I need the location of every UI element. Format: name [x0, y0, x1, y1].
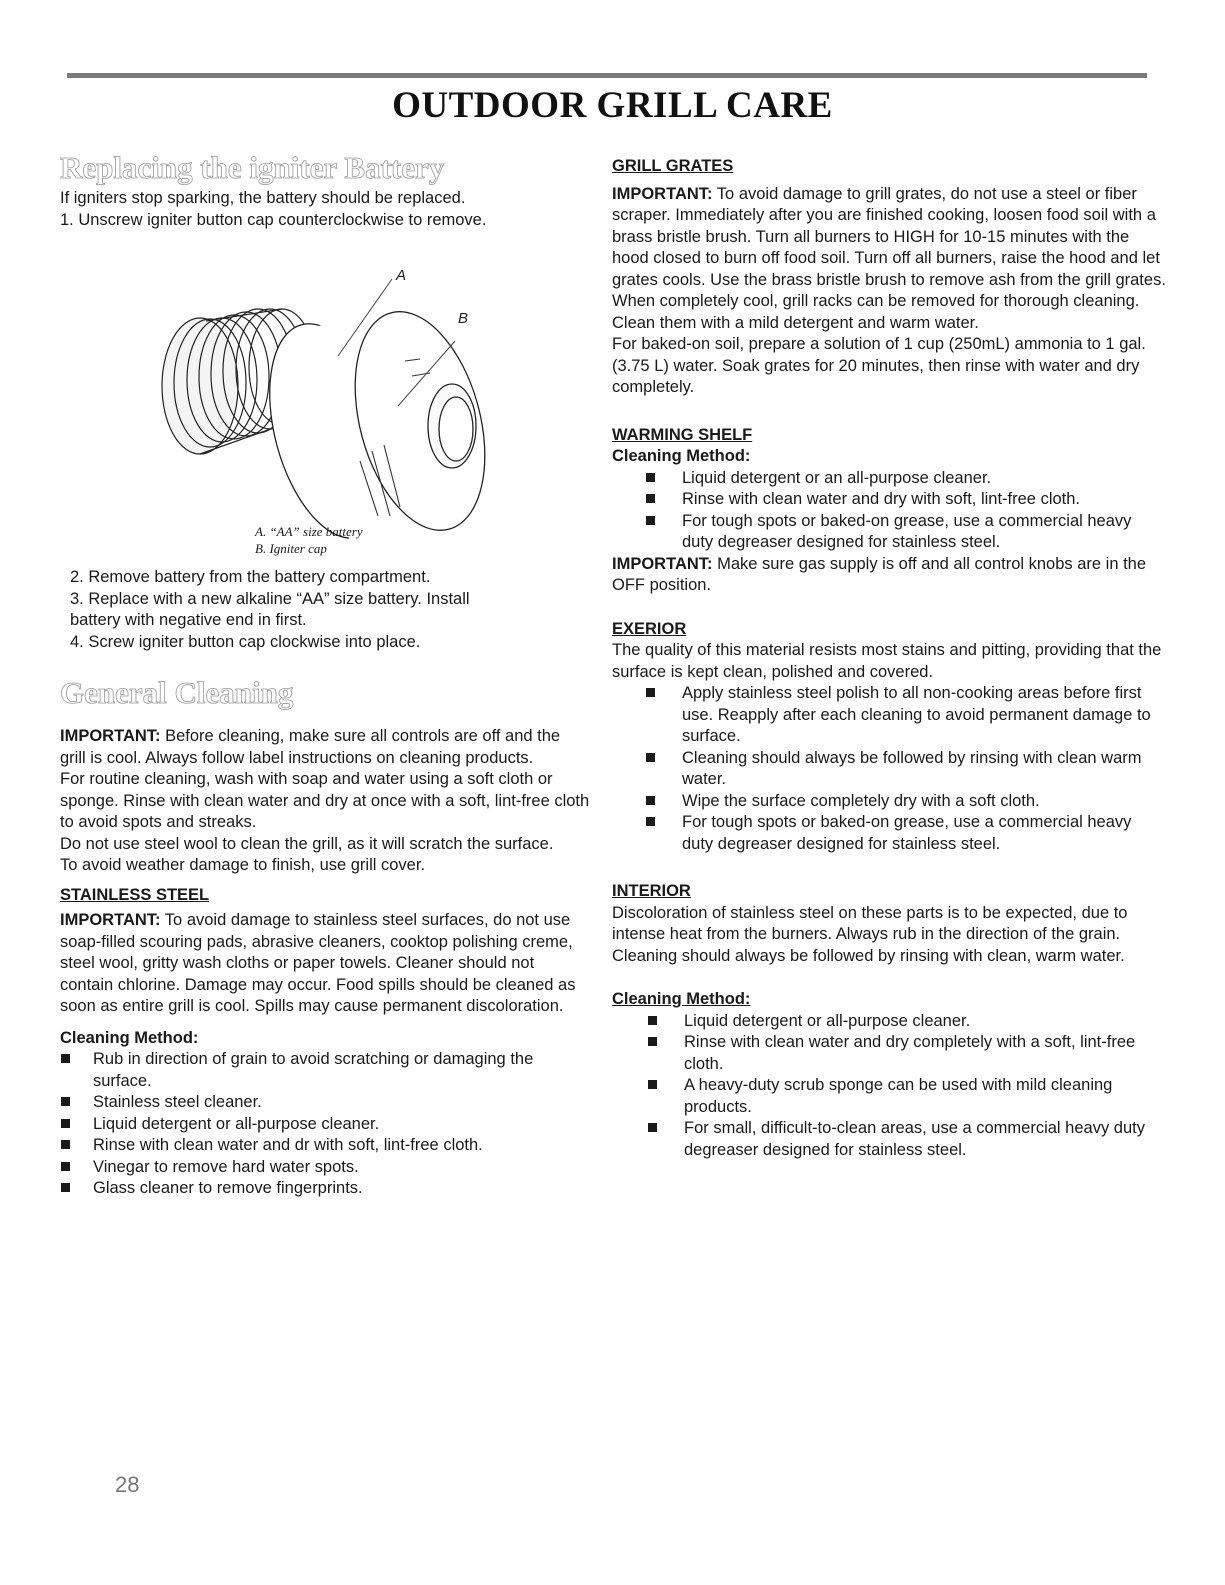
igniter-step-1: 1. Unscrew igniter button cap counterclockwise to remove.: [60, 210, 487, 229]
right-column: [612, 156, 1167, 1161]
list-item: [60, 1157, 590, 1179]
bullet-icon: [61, 1054, 70, 1063]
list-item: [612, 489, 1167, 511]
stainless-method-list: [60, 1049, 590, 1200]
general-important: [60, 726, 590, 769]
igniter-step-3-cont: battery with negative end in first.: [70, 611, 307, 629]
warming-method-label: Cleaning Method:: [612, 447, 751, 465]
warming-important: [612, 554, 1167, 597]
label-a: A: [396, 267, 407, 284]
list-item: [612, 1011, 1167, 1033]
bullet-icon: [648, 1080, 657, 1089]
stainless-important: [60, 910, 590, 1018]
list-item: [612, 1032, 1167, 1075]
caption-a: A. “AA” size battery: [255, 524, 363, 539]
list-item-text: Stainless steel cleaner.: [93, 1093, 262, 1111]
list-item-text: Vinegar to remove hard water spots.: [93, 1157, 359, 1176]
bullet-icon: [648, 1037, 657, 1046]
list-item-text: Liquid detergent or all-purpose cleaner.: [684, 1011, 971, 1030]
list-item: [612, 511, 1167, 554]
warming-method-list: [612, 468, 1167, 554]
igniter-step-4: 4. Screw igniter button cap clockwise into place.: [70, 632, 421, 651]
stainless-heading: STAINLESS STEEL: [60, 885, 210, 904]
warming-heading: WARMING SHELF: [612, 425, 753, 444]
list-item-text: Liquid detergent or an all-purpose cleaner.: [682, 468, 992, 487]
list-item-text: Rub in direction of grain to avoid scratching or damaging the surface.: [93, 1050, 534, 1090]
page-title: OUTDOOR GRILL CARE: [392, 85, 833, 126]
top-rule: [67, 73, 1147, 78]
list-item-text: Cleaning should always be followed by rinsing with clean warm water.: [682, 748, 1142, 788]
list-item: [60, 1049, 590, 1092]
exterior-heading: EXERIOR: [612, 619, 687, 638]
list-item: [60, 1092, 590, 1114]
list-item: [612, 1118, 1167, 1161]
list-item-text: Liquid detergent or all-purpose cleaner.: [93, 1114, 380, 1133]
list-item-text: Wipe the surface completely dry with a soft cloth.: [682, 791, 1040, 810]
igniter-illustration: [60, 231, 590, 561]
important-text: Before cleaning, make sure all controls are off and the grill is cool. Always follow label instructions on cleaning products.: [60, 727, 561, 767]
list-item-text: Apply stainless steel polish to all non-cooking areas before first use. Reapply after each cleaning to avoid permanent damage to surface.: [682, 684, 1151, 745]
list-item-text: Rinse with clean water and dr with soft, lint-free cloth.: [93, 1136, 483, 1154]
bullet-icon: [61, 1183, 70, 1192]
list-item: [612, 748, 1167, 791]
grates-paragraph-2: For baked-on soil, prepare a solution of 1 cup (250mL) ammonia to 1 gal. (3.75 L) water. Soak grates for 20 minutes, then rinse with water and dry completely.: [612, 335, 1146, 396]
bullet-icon: [646, 688, 655, 697]
important-label: IMPORTANT:: [60, 911, 161, 929]
list-item: [612, 791, 1167, 813]
page-number: 28: [115, 1472, 140, 1497]
list-item-text: For tough spots or baked-on grease, use a commercial heavy duty degreaser designed for stainless steel.: [682, 511, 1132, 551]
bullet-icon: [646, 817, 655, 826]
list-item-text: For small, difficult-to-clean areas, use a commercial heavy duty degreaser designed for stainless steel.: [684, 1119, 1145, 1159]
list-item: [60, 1135, 590, 1157]
grates-paragraph-1: When completely cool, grill racks can be removed for thorough cleaning. Clean them with a mild detergent and warm water.: [612, 292, 1140, 332]
caption-b: B. Igniter cap: [255, 541, 327, 556]
interior-heading: INTERIOR: [612, 882, 691, 900]
list-item: [612, 1075, 1167, 1118]
important-text: Make sure gas supply is off and all control knobs are in the OFF position.: [612, 554, 1147, 594]
igniter-section-title: Replacing the igniter Battery: [60, 150, 445, 185]
left-column: [60, 148, 590, 1200]
bullet-icon: [646, 753, 655, 762]
bullet-icon: [648, 1123, 657, 1132]
igniter-figure: [60, 231, 590, 561]
bullet-icon: [61, 1162, 70, 1171]
general-section-title: General Cleaning: [60, 675, 294, 710]
exterior-intro: The quality of this material resists most stains and pitting, providing that the surface is kept clean, polished and covered.: [612, 641, 1162, 681]
grates-important: [612, 184, 1167, 292]
list-item: [612, 468, 1167, 490]
igniter-step-2: 2. Remove battery from the battery compartment.: [70, 568, 431, 586]
important-label: IMPORTANT:: [612, 554, 713, 573]
list-item-text: For tough spots or baked-on grease, use a commercial heavy duty degreaser designed for stainless steel.: [682, 813, 1132, 853]
bullet-icon: [648, 1016, 657, 1025]
general-paragraph-2: Do not use steel wool to clean the grill, as it will scratch the surface.: [60, 834, 554, 853]
label-b: B: [458, 310, 469, 327]
interior-intro: Discoloration of stainless steel on these parts is to be expected, due to intense heat from the burners. Always rub in the direction of the grain. Cleaning should always be followed by rinsing with clean, warm water.: [612, 903, 1128, 965]
bullet-icon: [646, 796, 655, 805]
list-item: [60, 1178, 590, 1200]
list-item-text: Rinse with clean water and dry with soft, lint-free cloth.: [682, 490, 1081, 508]
important-label: IMPORTANT:: [60, 727, 161, 745]
interior-method-heading: Cleaning Method:: [612, 990, 751, 1008]
bullet-icon: [61, 1140, 70, 1149]
grates-heading: GRILL GRATES: [612, 157, 734, 175]
list-item: [612, 683, 1167, 748]
list-item-text: Glass cleaner to remove fingerprints.: [93, 1179, 363, 1197]
bullet-icon: [646, 494, 655, 503]
exterior-list: [612, 683, 1167, 855]
interior-method-list: [612, 1011, 1167, 1162]
stainless-method-label: Cleaning Method:: [60, 1028, 199, 1047]
important-text: To avoid damage to stainless steel surfaces, do not use soap-filled scouring pads, abrasive cleaners, cooktop polishing creme, steel wool, gritty wash cloths or paper towels. Cleaner should not contain chlorine. Damage may occur. Food spills should be cleaned as soon as entire grill is cool. Spills may cause permanent discoloration.: [60, 911, 576, 1015]
bullet-icon: [61, 1119, 70, 1128]
bullet-icon: [61, 1097, 70, 1106]
igniter-step-3: 3. Replace with a new alkaline “AA” size battery. Install: [70, 589, 470, 608]
list-item-text: A heavy-duty scrub sponge can be used with mild cleaning products.: [684, 1076, 1113, 1116]
bullet-icon: [646, 473, 655, 482]
important-text: To avoid damage to grill grates, do not use a steel or fiber scraper. Immediately after you are finished cooking, loosen food soil with a brass bristle brush. Turn all burners to HIGH for 10-15 minutes with the hood closed to burn off food soil. Turn off all burners, raise the hood and let grates cools. Use the brass bristle brush to remove ash from the grill grates.: [612, 184, 1166, 289]
igniter-intro: If igniters stop sparking, the battery should be replaced.: [60, 189, 466, 207]
general-paragraph-3: To avoid weather damage to finish, use grill cover.: [60, 856, 426, 874]
general-paragraph-1: For routine cleaning, wash with soap and water using a soft cloth or sponge. Rinse with clean water and dry at once with a soft, lint-free cloth to avoid spots and streaks.: [60, 770, 590, 831]
list-item: [60, 1114, 590, 1136]
list-item-text: Rinse with clean water and dry completely with a soft, lint-free cloth.: [684, 1033, 1136, 1073]
list-item: [612, 812, 1167, 855]
bullet-icon: [646, 516, 655, 525]
important-label: IMPORTANT:: [612, 184, 713, 203]
